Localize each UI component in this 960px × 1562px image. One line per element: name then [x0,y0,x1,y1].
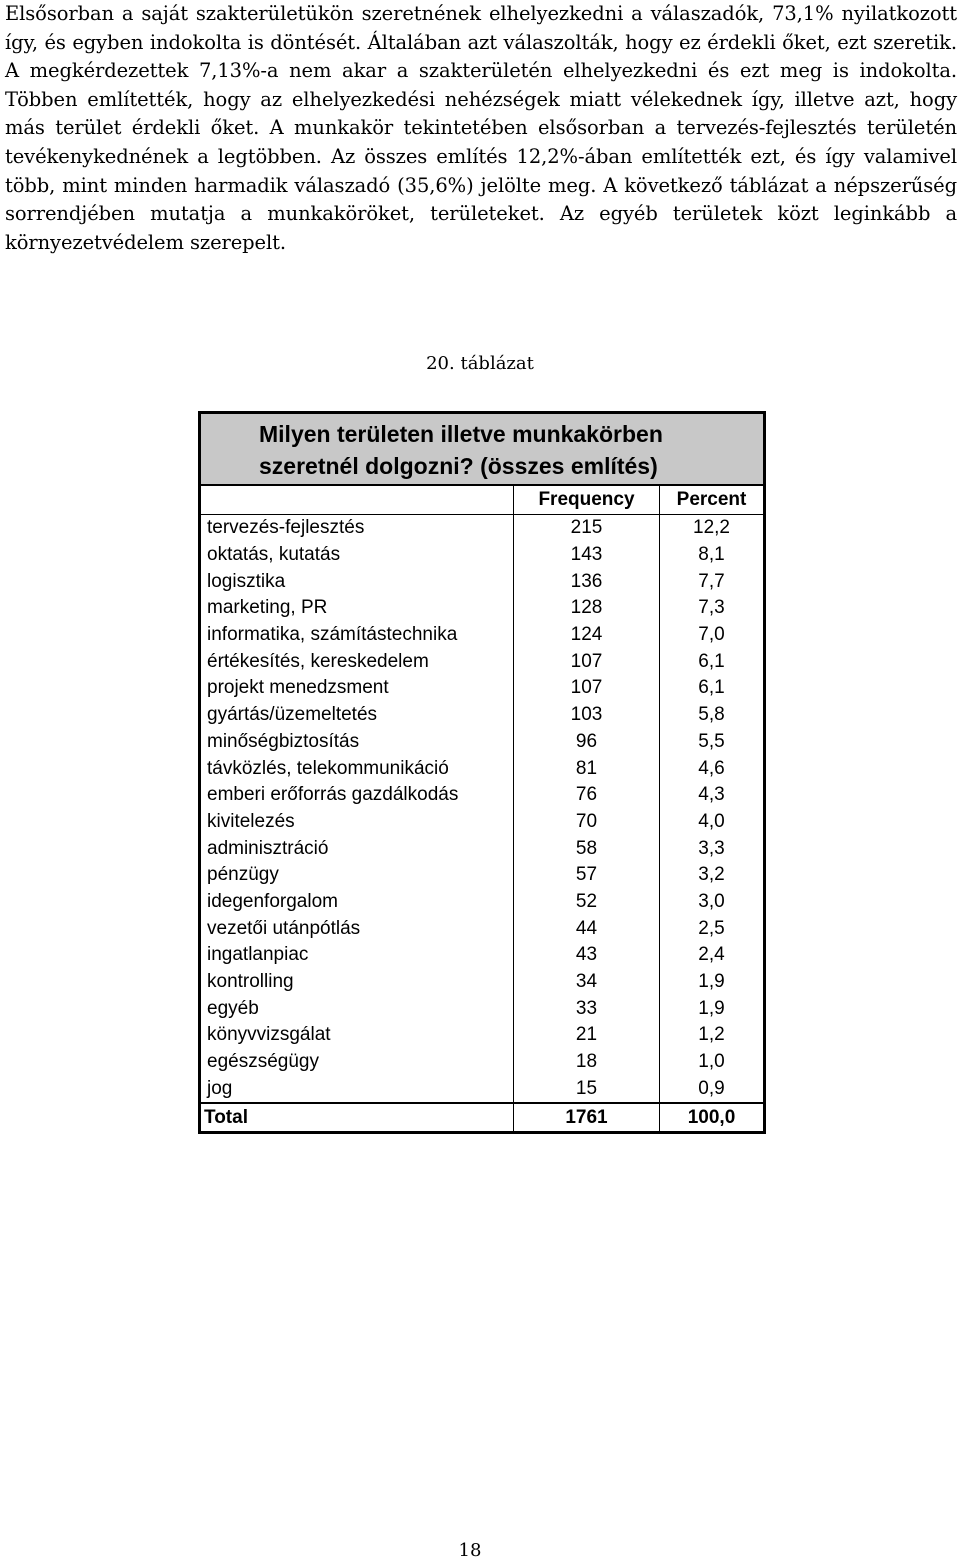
table-row [201,1049,763,1076]
body-paragraph: Elsősorban a saját szakterületükön szeretnének elhelyezkedni a válaszadók, 73,1% nyilatkozott így, és egyben indokolta is döntését. Általában azt válaszolták, hogy ez érdekli őket, ezt szeretik. A megkérdezettek 7,13%-a nem akar a szakterületén elhelyezkedni és ezt meg is indokolta. Többen említették, hogy az elhelyezkedési nehézségek miatt vélekednek így, illetve azt, hogy más terület érdekli őket. A munkakör tekintetében elsősorban a tervezés-fejlesztés területén tevékenykednének a legtöbben. Az összes említés 12,2%-ában említették ezt, és így valamivel több, mint minden harmadik válaszadó (35,6%) jelölte meg. A következő táblázat a népszerűség sorrendjében mutatja a munkaköröket, területeket. Az egyéb területek közt leginkább a környezetvédelem szerepelt. [5,2,957,254]
header-frequency: Frequency [514,486,660,514]
cell-percent: 2,4 [698,944,725,966]
cell-frequency: 143 [514,542,660,569]
table-body [201,515,763,1102]
cell-frequency: 76 [514,782,660,809]
cell-label: távközlés, telekommunikáció [201,755,514,782]
cell-percent: 5,5 [698,730,725,752]
cell-percent: 7,0 [698,624,725,646]
table-row [201,782,763,809]
cell-frequency: 81 [514,755,660,782]
header-percent: Percent [676,489,747,510]
cell-label: vezetői utánpótlás [201,915,514,942]
table-row [201,729,763,756]
header-label-cell [201,486,514,514]
cell-percent: 7,7 [698,570,725,592]
table-row [201,1022,763,1049]
cell-percent: 1,9 [698,971,725,993]
cell-frequency: 44 [514,915,660,942]
cell-percent: 5,8 [698,704,725,726]
cell-label: egészségügy [201,1049,514,1076]
cell-frequency: 128 [514,595,660,622]
table-title [201,414,763,486]
cell-label: idegenforgalom [201,889,514,916]
table-row [201,915,763,942]
cell-percent: 4,3 [698,784,725,806]
table-row [201,648,763,675]
cell-label: gyártás/üzemeltetés [201,702,514,729]
cell-label: tervezés-fejlesztés [201,515,514,542]
cell-label: minőségbiztosítás [201,729,514,756]
cell-label: könyvvizsgálat [201,1022,514,1049]
cell-percent: 4,6 [698,757,725,779]
cell-frequency: 103 [514,702,660,729]
cell-frequency: 18 [514,1049,660,1076]
table-row [201,969,763,996]
table-row [201,862,763,889]
cell-frequency: 15 [514,1075,660,1102]
table-row [201,515,763,542]
frequency-table [198,411,766,1134]
cell-frequency: 52 [514,889,660,916]
cell-frequency: 107 [514,675,660,702]
table-row [201,542,763,569]
total-label: Total [201,1104,514,1131]
cell-frequency: 107 [514,648,660,675]
cell-label: kivitelezés [201,809,514,836]
cell-label: informatika, számítástechnika [201,622,514,649]
cell-frequency: 21 [514,1022,660,1049]
table-row [201,702,763,729]
table-row [201,995,763,1022]
cell-percent: 6,1 [698,677,725,699]
cell-label: pénzügy [201,862,514,889]
cell-label: ingatlanpiac [201,942,514,969]
cell-percent: 1,9 [698,997,725,1019]
cell-percent: 3,2 [698,864,725,886]
table-row [201,889,763,916]
cell-frequency: 34 [514,969,660,996]
cell-frequency: 58 [514,835,660,862]
table-header-row [201,486,763,515]
cell-percent: 12,2 [693,517,730,539]
cell-frequency: 96 [514,729,660,756]
cell-label: jog [201,1075,514,1102]
cell-frequency: 136 [514,568,660,595]
table-total-row [201,1102,763,1131]
cell-label: projekt menedzsment [201,675,514,702]
cell-frequency: 33 [514,995,660,1022]
table-row [201,675,763,702]
cell-percent: 2,5 [698,917,725,939]
cell-label: oktatás, kutatás [201,542,514,569]
page-number: 18 [458,1540,482,1561]
cell-percent: 0,9 [698,1077,725,1099]
table-caption: 20. táblázat [426,353,534,374]
table-row [201,568,763,595]
table-title-line1: Milyen területen illetve munkakörben [259,421,663,447]
cell-label: emberi erőforrás gazdálkodás [201,782,514,809]
cell-label: logisztika [201,568,514,595]
cell-label: értékesítés, kereskedelem [201,648,514,675]
cell-percent: 8,1 [698,544,725,566]
table-row [201,595,763,622]
cell-frequency: 70 [514,809,660,836]
table-row [201,755,763,782]
cell-label: kontrolling [201,969,514,996]
cell-percent: 4,0 [698,810,725,832]
cell-label: egyéb [201,995,514,1022]
table-row [201,1075,763,1102]
table-title-line2: szeretnél dolgozni? (összes említés) [259,453,658,479]
cell-frequency: 43 [514,942,660,969]
cell-label: marketing, PR [201,595,514,622]
cell-percent: 1,0 [698,1051,725,1073]
cell-frequency: 57 [514,862,660,889]
cell-frequency: 124 [514,622,660,649]
table-row [201,835,763,862]
table-row [201,622,763,649]
cell-percent: 3,3 [698,837,725,859]
cell-percent: 6,1 [698,650,725,672]
cell-percent: 7,3 [698,597,725,619]
cell-percent: 3,0 [698,890,725,912]
total-frequency: 1761 [514,1104,660,1131]
cell-percent: 1,2 [698,1024,725,1046]
table-row [201,809,763,836]
total-percent: 100,0 [687,1106,736,1128]
cell-frequency: 215 [514,515,660,542]
table-row [201,942,763,969]
cell-label: adminisztráció [201,835,514,862]
